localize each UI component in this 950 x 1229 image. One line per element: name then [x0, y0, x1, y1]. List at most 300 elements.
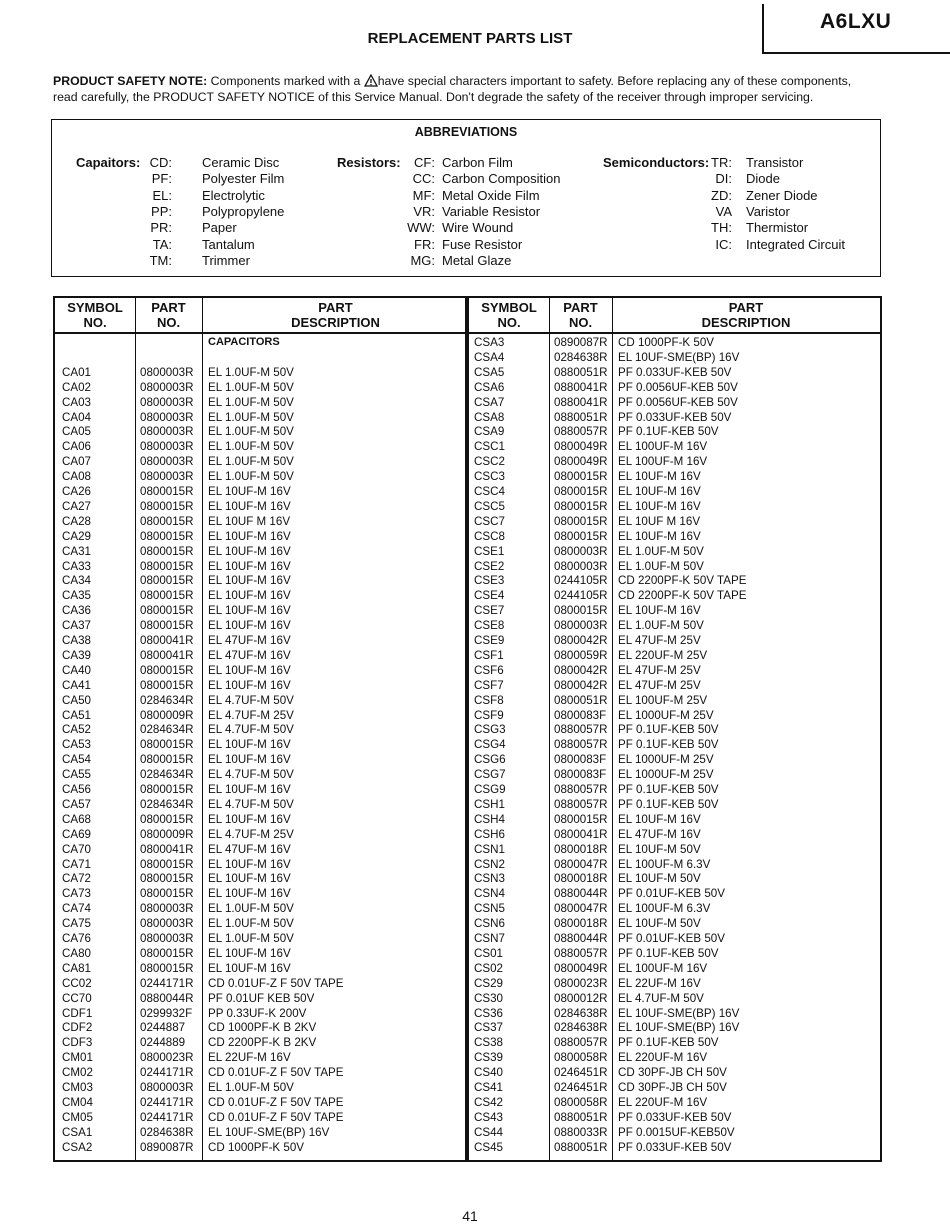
- table-row: [469, 812, 880, 827]
- header-part-no: [549, 300, 612, 330]
- symbol-cell: CA41: [62, 678, 92, 692]
- table-row: [55, 559, 465, 574]
- description-cell: EL 220UF-M 16V: [618, 1051, 708, 1065]
- abbr-desc: Transistor: [746, 155, 804, 170]
- table-row: [55, 886, 465, 901]
- part-no-cell: 0284634R: [140, 693, 194, 707]
- symbol-cell: CSG6: [474, 753, 506, 767]
- header-symbol-line2: NO.: [83, 315, 107, 330]
- table-row: [55, 678, 465, 693]
- symbol-cell: CSE2: [474, 559, 505, 573]
- part-no-cell: 0244105R: [554, 589, 608, 603]
- part-no-cell: 0800015R: [554, 812, 608, 826]
- description-cell: EL 10UF-M 16V: [208, 485, 291, 498]
- part-no-cell: 0800003R: [554, 559, 608, 573]
- symbol-cell: CS30: [474, 991, 504, 1005]
- part-no-cell: 0284634R: [140, 723, 194, 737]
- part-no-cell: 0880057R: [554, 797, 608, 811]
- safety-note-text-a: Components marked with a: [210, 74, 361, 88]
- table-row: [469, 1125, 880, 1140]
- symbol-cell: CSF7: [474, 678, 504, 692]
- description-cell: EL 1.0UF-M 50V: [208, 395, 294, 409]
- table-row: [469, 1006, 880, 1021]
- table-row: [469, 454, 880, 469]
- table-row: [469, 752, 880, 767]
- symbol-cell: CA40: [62, 663, 92, 677]
- table-row: [469, 678, 880, 693]
- part-no-cell: 0880057R: [554, 723, 608, 737]
- symbol-cell: CSG3: [474, 723, 506, 737]
- symbol-cell: CSN1: [474, 842, 505, 856]
- part-no-cell: 0299932F: [140, 1006, 193, 1020]
- symbol-cell: CC02: [62, 976, 92, 990]
- symbol-cell: CA72: [62, 872, 92, 886]
- table-row: [55, 410, 465, 425]
- symbol-cell: CS29: [474, 976, 504, 990]
- table-row: [469, 1065, 880, 1080]
- table-row: [469, 484, 880, 499]
- table-row: [469, 424, 880, 439]
- table-row: [55, 439, 465, 454]
- description-cell: CD 2200PF-K B 2KV: [208, 1036, 317, 1050]
- abbr-code: IC:: [715, 236, 732, 252]
- header-part-no-line1: PART: [151, 300, 186, 315]
- part-no-cell: 0800003R: [140, 932, 194, 945]
- part-no-cell: 0890087R: [140, 1140, 194, 1154]
- header-description-line2: DESCRIPTION: [701, 315, 791, 330]
- symbol-cell: CSF6: [474, 663, 504, 677]
- symbol-cell: CSC1: [474, 440, 505, 454]
- table-row: [55, 335, 465, 350]
- symbol-cell: CA08: [62, 470, 92, 484]
- table-header: [469, 298, 880, 334]
- part-no-cell: 0800049R: [554, 440, 608, 454]
- description-cell: PF 0.033UF-KEB 50V: [618, 365, 732, 379]
- table-row: [469, 1035, 880, 1050]
- description-cell: PF 0.01UF KEB 50V: [208, 991, 315, 1005]
- abbr-desc: Varistor: [746, 203, 790, 219]
- part-no-cell: 0890087R: [554, 336, 608, 349]
- description-cell: PF 0.01UF-KEB 50V: [618, 887, 725, 901]
- symbol-cell: CSF1: [474, 648, 504, 662]
- table-row: [55, 603, 465, 618]
- symbol-cell: CA50: [62, 693, 92, 707]
- part-no-cell: 0800015R: [140, 499, 194, 513]
- abbr-code: TH:: [711, 220, 732, 236]
- description-cell: EL 100UF-M 16V: [618, 455, 708, 469]
- part-no-cell: 0800015R: [554, 470, 608, 484]
- table-row: [55, 618, 465, 633]
- symbol-cell: CA52: [62, 723, 92, 737]
- abbr-desc: Polypropylene: [202, 203, 285, 219]
- description-cell: CD 0.01UF-Z F 50V TAPE: [208, 1095, 344, 1109]
- part-no-cell: 0244171R: [140, 1066, 194, 1080]
- table-row: [55, 991, 465, 1006]
- part-no-cell: 0800083F: [554, 753, 607, 767]
- table-row: [469, 767, 880, 782]
- table-header: [55, 298, 465, 334]
- symbol-cell: CS44: [474, 1125, 504, 1139]
- table-row: [469, 603, 880, 618]
- part-no-cell: 0880051R: [554, 1140, 608, 1154]
- description-cell: EL 10UF-M 16V: [618, 812, 701, 826]
- part-no-cell: 0284638R: [554, 1021, 608, 1035]
- table-row: [469, 708, 880, 723]
- abbr-code: TM:: [149, 252, 172, 268]
- table-row: [469, 529, 880, 544]
- part-no-cell: 0800015R: [140, 887, 194, 901]
- part-no-cell: 0800015R: [140, 738, 194, 752]
- abbr-desc: Wire Wound: [442, 220, 514, 236]
- abbr-code: PP:: [151, 203, 172, 219]
- symbol-cell: CSG4: [474, 738, 506, 752]
- symbol-cell: CS40: [474, 1066, 504, 1080]
- table-row: [55, 931, 465, 946]
- description-cell: CD 0.01UF-Z F 50V TAPE: [208, 1066, 344, 1080]
- part-no-cell: 0800003R: [140, 470, 194, 484]
- symbol-cell: CDF3: [62, 1036, 93, 1050]
- part-no-cell: 0800015R: [140, 619, 194, 633]
- symbol-cell: CSC7: [474, 514, 505, 528]
- description-cell: CD 1000PF-K 50V: [618, 336, 715, 349]
- table-row: [469, 365, 880, 380]
- symbol-cell: CSH1: [474, 797, 505, 811]
- table-row: [469, 693, 880, 708]
- description-cell: EL 22UF-M 16V: [618, 976, 701, 990]
- description-cell: EL 10UF-M 16V: [618, 499, 701, 513]
- symbol-cell: CSA4: [474, 350, 505, 364]
- description-cell: CD 30PF-JB CH 50V: [618, 1066, 727, 1080]
- description-cell: CD 30PF-JB CH 50V: [618, 1081, 727, 1094]
- table-row: [55, 1050, 465, 1065]
- symbol-cell: CSA6: [474, 380, 505, 394]
- table-row: [55, 529, 465, 544]
- description-cell: EL 100UF-M 16V: [618, 961, 708, 975]
- description-cell: PF 0.1UF-KEB 50V: [618, 946, 719, 960]
- table-row: [55, 573, 465, 588]
- part-no-cell: 0800083F: [554, 708, 607, 722]
- table-row: [469, 886, 880, 901]
- description-cell: EL 47UF-M 16V: [208, 648, 291, 662]
- abbr-code: VR:: [413, 203, 435, 219]
- abbr-desc: Carbon Composition: [442, 171, 561, 187]
- part-no-cell: 0880057R: [554, 1036, 608, 1050]
- description-cell: EL 10UF-M 16V: [208, 499, 291, 513]
- table-row: [469, 633, 880, 648]
- table-row: [55, 797, 465, 812]
- part-no-cell: 0284634R: [140, 768, 194, 782]
- table-row: [55, 708, 465, 723]
- symbol-cell: CA53: [62, 738, 92, 752]
- part-no-cell: 0800003R: [554, 544, 608, 558]
- abbr-desc: Diode: [746, 171, 780, 187]
- part-no-cell: 0800051R: [554, 693, 608, 707]
- symbol-cell: CA81: [62, 961, 92, 975]
- table-row: [469, 514, 880, 529]
- symbol-cell: CA01: [62, 365, 92, 379]
- part-no-cell: 0880044R: [554, 887, 608, 901]
- part-no-cell: 0880033R: [554, 1125, 608, 1139]
- table-row: [55, 916, 465, 931]
- symbol-cell: CS45: [474, 1140, 504, 1154]
- symbol-cell: CA07: [62, 455, 92, 469]
- part-no-cell: 0246451R: [554, 1066, 608, 1080]
- symbol-cell: CA03: [62, 395, 92, 409]
- symbol-cell: CA31: [62, 544, 92, 558]
- description-cell: EL 10UF-SME(BP) 16V: [618, 1006, 740, 1020]
- part-no-cell: 0800015R: [140, 604, 194, 618]
- description-cell: EL 10UF-SME(BP) 16V: [618, 350, 740, 364]
- header-description: [612, 300, 880, 330]
- part-no-cell: 0800003R: [140, 410, 194, 424]
- symbol-cell: CA51: [62, 708, 92, 722]
- table-row: [55, 1020, 465, 1035]
- table-row: [55, 812, 465, 827]
- abbr-desc: Fuse Resistor: [442, 236, 523, 252]
- table-row: [469, 544, 880, 559]
- abbr-group-heading: Capaitors:: [76, 155, 141, 170]
- abbr-code: TA:: [152, 236, 172, 252]
- description-cell: EL 10UF-M 50V: [618, 917, 701, 931]
- table-row: [55, 648, 465, 663]
- symbol-cell: CSE3: [474, 574, 505, 588]
- part-no-cell: 0800018R: [554, 842, 608, 856]
- table-row: [55, 544, 465, 559]
- part-no-cell: 0800015R: [140, 812, 194, 826]
- header-symbol-line1: SYMBOL: [481, 300, 537, 315]
- part-no-cell: 0800015R: [140, 783, 194, 796]
- description-cell: EL 10UF M 16V: [208, 514, 291, 528]
- symbol-cell: CSF8: [474, 693, 504, 707]
- description-cell: EL 47UF-M 25V: [618, 663, 701, 677]
- symbol-cell: CSA8: [474, 410, 505, 424]
- description-cell: EL 1.0UF-M 50V: [618, 559, 704, 573]
- table-row: [55, 752, 465, 767]
- part-no-cell: 0800083F: [554, 768, 607, 782]
- table-row: [55, 1006, 465, 1021]
- table-row: [469, 901, 880, 916]
- abbr-code: WW:: [407, 220, 435, 236]
- description-cell: EL 100UF-M 6.3V: [618, 857, 711, 871]
- symbol-cell: CA28: [62, 514, 92, 528]
- safety-note-text-b: have special characters important to safety. Before replacing any of these components,: [377, 74, 852, 88]
- description-cell: CD 0.01UF-Z F 50V TAPE: [208, 1110, 344, 1124]
- symbol-cell: CM01: [62, 1051, 93, 1065]
- description-cell: EL 10UF-M 16V: [208, 604, 291, 618]
- header-part-no-line2: NO.: [156, 315, 181, 330]
- symbol-cell: CSG9: [474, 783, 506, 796]
- abbr-code: DI:: [715, 171, 732, 187]
- symbol-cell: CSF9: [474, 708, 504, 722]
- symbol-cell: CSC8: [474, 529, 505, 543]
- table-row: [55, 454, 465, 469]
- header-part-no: [135, 300, 202, 330]
- part-no-cell: 0800015R: [140, 529, 194, 543]
- part-no-cell: 0800058R: [554, 1095, 608, 1109]
- part-no-cell: 0800015R: [140, 514, 194, 528]
- description-cell: EL 10UF-SME(BP) 16V: [618, 1021, 740, 1035]
- part-no-cell: 0244171R: [140, 976, 194, 990]
- table-row: [55, 514, 465, 529]
- description-cell: EL 1.0UF-M 50V: [208, 932, 294, 945]
- table-row: [55, 976, 465, 991]
- table-row: [469, 1050, 880, 1065]
- part-no-cell: 0800023R: [554, 976, 608, 990]
- table-row: [55, 737, 465, 752]
- part-no-cell: 0880044R: [140, 991, 194, 1005]
- part-no-cell: 0880051R: [554, 365, 608, 379]
- part-no-cell: 0244105R: [554, 574, 608, 588]
- header-part-no-line2: NO.: [568, 315, 593, 330]
- table-row: [469, 335, 880, 350]
- part-no-cell: 0284638R: [554, 1006, 608, 1020]
- table-row: [55, 1080, 465, 1095]
- part-no-cell: 0800015R: [554, 499, 608, 513]
- table-row: [55, 1095, 465, 1110]
- table-row: [469, 722, 880, 737]
- part-no-cell: 0800015R: [554, 514, 608, 528]
- symbol-cell: CA33: [62, 559, 92, 573]
- table-row: [469, 573, 880, 588]
- header-symbol-line1: SYMBOL: [67, 300, 123, 315]
- abbr-group-heading: Semiconductors:: [603, 155, 710, 170]
- part-no-cell: 0800047R: [554, 857, 608, 871]
- part-no-cell: 0800009R: [140, 827, 194, 841]
- symbol-cell: CA06: [62, 440, 92, 454]
- part-no-cell: 0800003R: [140, 1081, 194, 1094]
- abbreviations-box: [51, 119, 881, 277]
- table-row: [55, 1035, 465, 1050]
- table-row: [55, 901, 465, 916]
- description-cell: EL 10UF-M 16V: [208, 887, 291, 901]
- part-no-cell: 0800041R: [140, 648, 194, 662]
- part-no-cell: 0800003R: [140, 455, 194, 469]
- part-no-cell: 0284634R: [140, 797, 194, 811]
- table-row: [469, 663, 880, 678]
- symbol-cell: CSN5: [474, 902, 505, 916]
- description-cell: EL 1.0UF-M 50V: [208, 1081, 294, 1094]
- description-cell: PF 0.033UF-KEB 50V: [618, 1140, 732, 1154]
- description-cell: CD 2200PF-K 50V TAPE: [618, 589, 747, 603]
- symbol-cell: CSA7: [474, 395, 505, 409]
- table-row: [55, 663, 465, 678]
- part-no-cell: 0800015R: [554, 485, 608, 498]
- part-no-cell: 0800042R: [554, 678, 608, 692]
- symbol-cell: CA35: [62, 589, 92, 603]
- table-row: [55, 1065, 465, 1080]
- symbol-cell: CM04: [62, 1095, 93, 1109]
- abbr-desc: Polyester Film: [202, 171, 285, 187]
- symbol-cell: CA36: [62, 604, 92, 618]
- description-cell: EL 10UF-M 16V: [618, 529, 701, 543]
- description-cell: EL 10UF-M 16V: [618, 470, 701, 484]
- abbreviations-title: ABBREVIATIONS: [414, 125, 518, 139]
- part-no-cell: 0880051R: [554, 1110, 608, 1124]
- table-row: [469, 410, 880, 425]
- symbol-cell: CA75: [62, 917, 92, 931]
- part-no-cell: 0800015R: [140, 946, 194, 960]
- table-row: [55, 469, 465, 484]
- symbol-cell: CA70: [62, 842, 92, 856]
- abbr-desc: Carbon Film: [442, 155, 513, 170]
- table-row: [469, 588, 880, 603]
- description-cell: EL 10UF-M 16V: [208, 812, 291, 826]
- description-cell: EL 1.0UF-M 50V: [618, 544, 704, 558]
- description-cell: EL 10UF-M 16V: [208, 574, 291, 588]
- description-cell: EL 10UF-M 16V: [208, 753, 291, 767]
- table-row: [469, 499, 880, 514]
- abbr-desc: Paper: [202, 220, 237, 236]
- table-row: [469, 618, 880, 633]
- table-row: [55, 1110, 465, 1125]
- description-cell: PF 0.1UF-KEB 50V: [618, 797, 719, 811]
- symbol-cell: CSN6: [474, 917, 505, 931]
- table-row: [55, 424, 465, 439]
- table-row: [469, 648, 880, 663]
- table-row: [469, 976, 880, 991]
- part-no-cell: 0800012R: [554, 991, 608, 1005]
- table-row: [55, 633, 465, 648]
- description-cell: EL 10UF-M 16V: [208, 961, 291, 975]
- symbol-cell: CSA5: [474, 365, 505, 379]
- description-cell: EL 4.7UF-M 25V: [208, 827, 294, 841]
- symbol-cell: CA26: [62, 485, 92, 498]
- description-cell: EL 47UF-M 25V: [618, 678, 701, 692]
- abbr-group-heading: Resistors:: [337, 155, 401, 170]
- part-no-cell: 0800042R: [554, 634, 608, 647]
- description-cell: EL 100UF-M 16V: [618, 440, 708, 454]
- description-cell: PF 0.1UF-KEB 50V: [618, 783, 719, 796]
- table-row: [55, 1125, 465, 1140]
- symbol-cell: CM03: [62, 1081, 93, 1094]
- abbr-code: EL:: [152, 187, 172, 203]
- table-row: [469, 931, 880, 946]
- symbol-cell: CA02: [62, 380, 92, 394]
- safety-note-label: PRODUCT SAFETY NOTE:: [53, 74, 208, 88]
- part-no-cell: 0800058R: [554, 1051, 608, 1065]
- symbol-cell: CA04: [62, 410, 92, 424]
- page-title: REPLACEMENT PARTS LIST: [367, 30, 573, 47]
- description-cell: EL 1000UF-M 25V: [618, 708, 714, 722]
- table-row: [55, 365, 465, 380]
- symbol-cell: CA38: [62, 634, 92, 647]
- abbr-code: PR:: [150, 220, 172, 236]
- description-cell: EL 100UF-M 25V: [618, 693, 708, 707]
- symbol-cell: CA29: [62, 529, 92, 543]
- table-row: [55, 395, 465, 410]
- description-cell: EL 10UF-M 16V: [208, 872, 291, 886]
- part-no-cell: 0800003R: [140, 425, 194, 439]
- part-no-cell: 0800018R: [554, 872, 608, 886]
- symbol-cell: CSC2: [474, 455, 505, 469]
- description-cell: EL 1.0UF-M 50V: [208, 380, 294, 394]
- description-cell: EL 10UF-M 16V: [618, 485, 701, 498]
- table-row: [55, 588, 465, 603]
- symbol-cell: CS39: [474, 1051, 504, 1065]
- abbr-desc: Integrated Circuit: [746, 236, 845, 252]
- part-no-cell: 0800041R: [140, 634, 194, 647]
- header-description-line1: PART: [728, 300, 764, 315]
- part-no-cell: 0800003R: [140, 380, 194, 394]
- description-cell: EL 47UF-M 16V: [208, 842, 291, 856]
- description-cell: EL 1000UF-M 25V: [618, 753, 714, 767]
- abbr-code: CF:: [414, 155, 435, 170]
- symbol-cell: CSE8: [474, 619, 505, 633]
- description-cell: EL 22UF-M 16V: [208, 1051, 291, 1065]
- symbol-cell: CA74: [62, 902, 92, 916]
- symbol-cell: CSE1: [474, 544, 505, 558]
- part-no-cell: 0800047R: [554, 902, 608, 916]
